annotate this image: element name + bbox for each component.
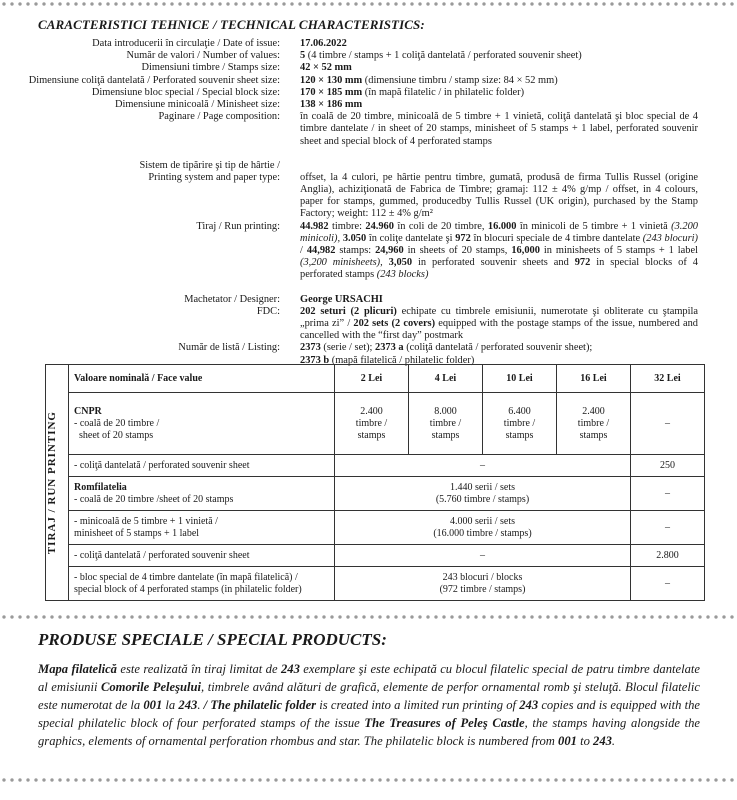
spec-row-values: Număr de valori / Number of values: 5 (4 timbre / stamps + 1 coliţă dantelată / perforated souvenir sheet) (126, 50, 582, 62)
spec-row-pagination: Paginare / Page composition: în coală de 20 timbre, minicoală de 5 timbre + 1 vinietă, coliţă dantelată şi bloc special de 4 timbre dantelate / in sheet of 20 stamps, minisheet of 5 stamps + 1 label, perforated souvenir sheet and special block of 4 perforated stamps (158, 111, 698, 147)
middle-dotted-divider (0, 614, 737, 620)
header-10-lei: 10 Lei (483, 365, 557, 393)
run-printing-side-label: TIRAJ / RUN PRINTING (46, 365, 69, 601)
spec-row-listing: Număr de listă / Listing: 2373 (serie / set); 2373 a (coliţă dantelată / perforated souvenir sheet); 2373 b (mapă filatelică / philatelic folder) (178, 342, 593, 366)
spec-row-printing: Sistem de tipărire şi tip de hârtie / Printing system and paper type: offset, la 4 culori, pe hârtie pentru timbre, gumată, produsă de firma Tullis Russel (origine Anglia), achiziţionată de Fabrica de Timbre; gramaj: 112 ± 4% g/mp / offset, in 4 colours, paper for stamps, gummed, producedby Tullis Russel (UK origin), purchased by the Stamp Factory; weight: 112 ± 4% g/m² (139, 159, 698, 220)
header-16-lei: 16 Lei (557, 365, 631, 393)
top-dotted-divider (0, 1, 737, 7)
spec-row-issue-date: Data introducerii în circulaţie / Date of issue: 17.06.2022 (92, 38, 347, 49)
table-row: - coliţă dantelată / perforated souvenir sheet – 2.800 (46, 545, 705, 567)
run-printing-table (45, 364, 705, 601)
spec-row-run: Tiraj / Run printing: 44.982 timbre: 24.960 în coli de 20 timbre, 16.000 în minicoli de 5 timbre + 1 vinietă (3.200 minicoli), 3.050 în coliţe dantelate şi 972 în blocuri speciale de 4 timbre dantelate (243 blocuri) / 44,982 stamps: 24,960 in sheets of 20 stamps, 16,000 in minisheets of 5 stamps + 1 label (3,200 minisheets), 3,050 in perforated souvenir sheets and 972 in special blocks of 4 perforated stamps (243 blocks) (196, 220, 698, 281)
table-row: - coliţă dantelată / perforated souvenir sheet – 250 (46, 455, 705, 477)
section-title-special: PRODUSE SPECIALE / SPECIAL PRODUCTS: (38, 630, 387, 649)
header-face-value: Valoare nominală / Face value (69, 365, 335, 393)
header-2-lei: 2 Lei (335, 365, 409, 393)
header-32-lei: 32 Lei (631, 365, 705, 393)
spec-row-stamps-size: Dimensiuni timbre / Stamps size: 42 × 52 mm (141, 62, 352, 74)
bottom-dotted-divider (0, 777, 737, 783)
spec-row-fdc: FDC: 202 seturi (2 plicuri) echipate cu timbrele emisiunii, numerotate şi obliterate cu ştampila „prima zi” / 202 sets (2 covers) equipped with the postage stamps of the issue, numbered and cancelled with the “first day” postmark (256, 305, 698, 342)
technical-specs (0, 38, 737, 367)
table-row: - bloc special de 4 timbre dantelate (în mapă filatelică) / special block of 4 perforated stamps (in philatelic folder) 243 blocuri / blocks (972 timbre / stamps) – (46, 567, 705, 601)
table-row: Romfilatelia - coală de 20 timbre /sheet of 20 stamps 1.440 serii / sets (5.760 timbre / stamps) – (46, 477, 705, 511)
special-products-paragraph: Mapa filatelică este realizată în tiraj limitat de 243 exemplare şi este echipată cu blocul filatelic special de patru timbre dantelate al emisiunii Comorile Peleşului, timbrele având alături de grafică, elemente de perfor ornamental romb şi steluţă. Blocul filatelic este numerotat de la 001 la 243. / The philatelic folder is created into a limited run printing of 243 copies and is equipped with the special philatelic block of four perforated stamps of the issue The Treasures of Peleş Castle, the stamps having alongside the graphics, elements of ornamental perforation rhombus and star. The philatelic block is numbered from 001 to 243. (38, 662, 701, 748)
header-4-lei: 4 Lei (409, 365, 483, 393)
spec-row-block-size: Dimensiune bloc special / Special block size: 170 × 185 mm (în mapă filatelic / in philatelic folder) (91, 86, 525, 98)
table-row: CNPR - coală de 20 timbre / sheet of 20 stamps 2.400 timbre / stamps 8.000 timbre / stamps 6.400 timbre / stamps 2.400 timbre / stamps – (46, 393, 705, 455)
spec-row-souvenir-size: Dimensiune coliţă dantelată / Perforated souvenir sheet size: 120 × 130 mm (dimensiune timbru / stamp size: 84 × 52 mm) (28, 74, 558, 86)
spec-row-designer: Machetator / Designer: George URSACHI (184, 293, 383, 305)
section-title-technical: CARACTERISTICI TEHNICE / TECHNICAL CHARACTERISTICS: (38, 17, 425, 32)
spec-row-minisheet-size: Dimensiune minicoală / Minisheet size: 138 × 186 mm (114, 99, 363, 111)
table-row: - minicoală de 5 timbre + 1 vinietă / minisheet of 5 stamps + 1 label 4.000 serii / sets (16.000 timbre / stamps) – (46, 511, 705, 545)
